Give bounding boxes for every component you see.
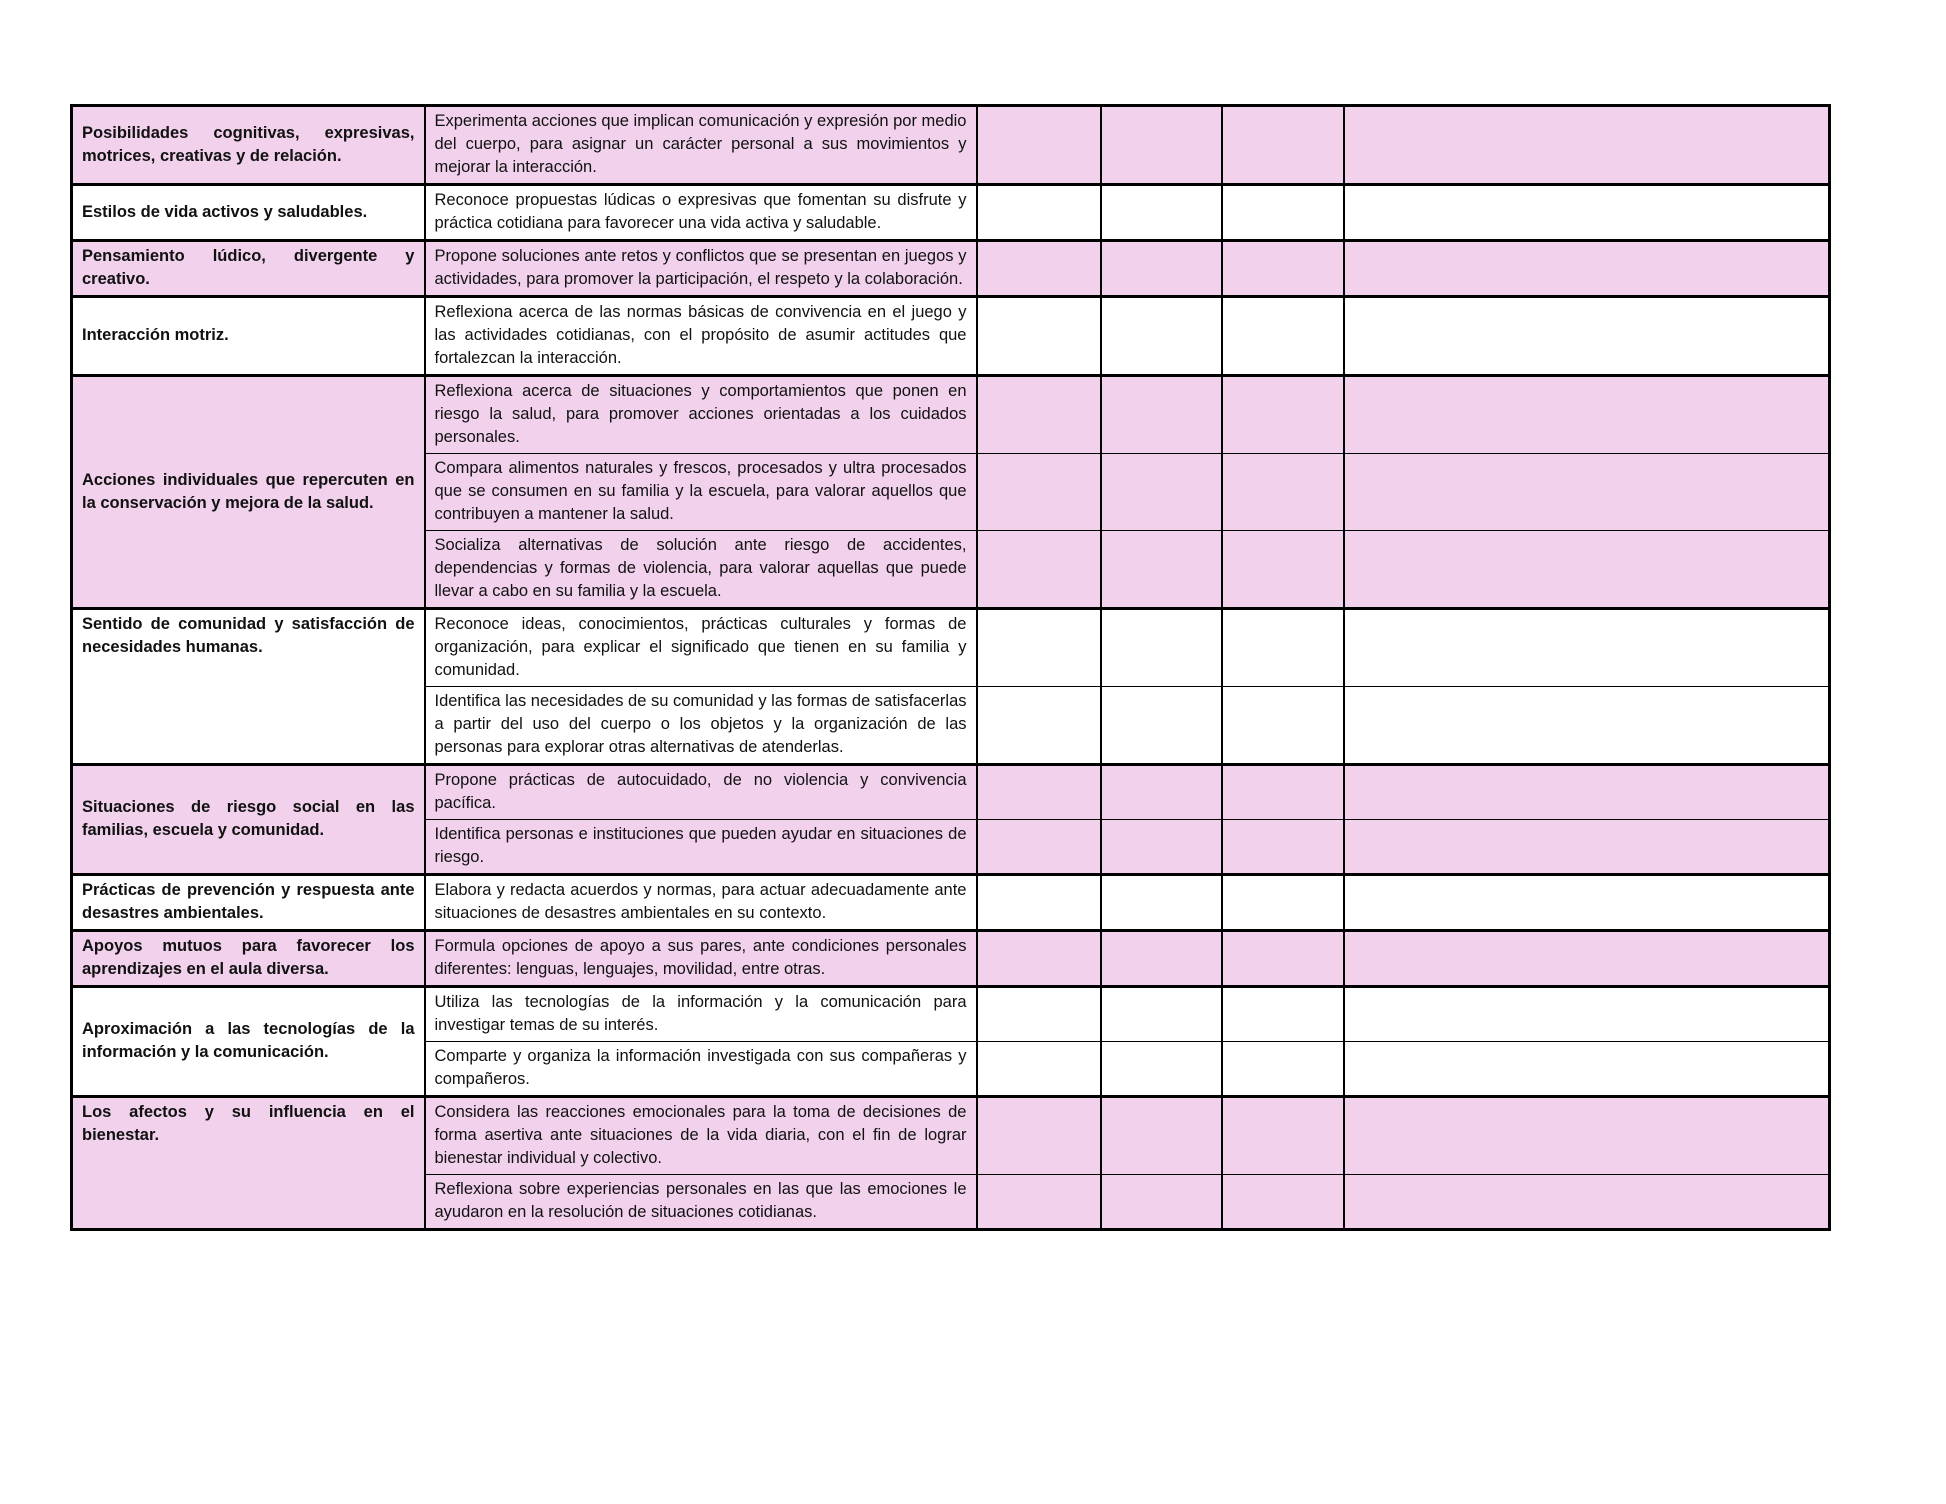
empty-cell-4 xyxy=(1344,241,1830,297)
table-row xyxy=(72,185,1830,241)
empty-cell-2 xyxy=(1101,609,1222,687)
content-cell: Los afectos y su influencia en el bienestar. xyxy=(72,1097,425,1230)
pda-cell: Socializa alternativas de solución ante riesgo de accidentes, dependencias y formas de violencia, para valorar aquellas que puede llevar a cabo en su familia y la escuela. xyxy=(425,531,977,609)
empty-cell-1 xyxy=(977,1175,1101,1230)
pda-cell: Identifica las necesidades de su comunidad y las formas de satisfacerlas a partir del uso del cuerpo o los objetos y la organización de las personas para explorar otras alternativas de atenderlas. xyxy=(425,687,977,765)
empty-cell-1 xyxy=(977,875,1101,931)
empty-cell-2 xyxy=(1101,106,1222,185)
empty-cell-4 xyxy=(1344,765,1830,820)
table-row xyxy=(72,376,1830,454)
content-cell: Sentido de comunidad y satisfacción de necesidades humanas. xyxy=(72,609,425,765)
empty-cell-3 xyxy=(1222,875,1344,931)
content-cell: Interacción motriz. xyxy=(72,297,425,376)
pda-cell: Formula opciones de apoyo a sus pares, ante condiciones personales diferentes: lenguas, lenguajes, movilidad, entre otras. xyxy=(425,931,977,987)
content-cell: Pensamiento lúdico, divergente y creativo. xyxy=(72,241,425,297)
empty-cell-2 xyxy=(1101,820,1222,875)
empty-cell-2 xyxy=(1101,931,1222,987)
empty-cell-4 xyxy=(1344,1097,1830,1175)
table-row xyxy=(72,1097,1830,1175)
curriculum-table xyxy=(70,104,1831,1231)
empty-cell-4 xyxy=(1344,687,1830,765)
empty-cell-2 xyxy=(1101,875,1222,931)
empty-cell-4 xyxy=(1344,376,1830,454)
empty-cell-1 xyxy=(977,185,1101,241)
pda-cell: Propone prácticas de autocuidado, de no violencia y convivencia pacífica. xyxy=(425,765,977,820)
empty-cell-3 xyxy=(1222,106,1344,185)
empty-cell-3 xyxy=(1222,1042,1344,1097)
pda-cell: Utiliza las tecnologías de la información y la comunicación para investigar temas de su interés. xyxy=(425,987,977,1042)
empty-cell-3 xyxy=(1222,820,1344,875)
empty-cell-3 xyxy=(1222,687,1344,765)
empty-cell-2 xyxy=(1101,987,1222,1042)
pda-cell: Comparte y organiza la información investigada con sus compañeras y compañeros. xyxy=(425,1042,977,1097)
empty-cell-1 xyxy=(977,297,1101,376)
empty-cell-3 xyxy=(1222,376,1344,454)
pda-cell: Reflexiona acerca de situaciones y comportamientos que ponen en riesgo la salud, para promover acciones orientadas a los cuidados personales. xyxy=(425,376,977,454)
pda-cell: Reconoce propuestas lúdicas o expresivas que fomentan su disfrute y práctica cotidiana para favorecer una vida activa y saludable. xyxy=(425,185,977,241)
empty-cell-4 xyxy=(1344,1175,1830,1230)
empty-cell-4 xyxy=(1344,1042,1830,1097)
empty-cell-1 xyxy=(977,687,1101,765)
empty-cell-2 xyxy=(1101,1042,1222,1097)
empty-cell-2 xyxy=(1101,297,1222,376)
empty-cell-3 xyxy=(1222,609,1344,687)
empty-cell-4 xyxy=(1344,875,1830,931)
pda-cell: Reflexiona sobre experiencias personales en las que las emociones le ayudaron en la resolución de situaciones cotidianas. xyxy=(425,1175,977,1230)
pda-cell: Identifica personas e instituciones que pueden ayudar en situaciones de riesgo. xyxy=(425,820,977,875)
pda-cell: Compara alimentos naturales y frescos, procesados y ultra procesados que se consumen en su familia y la escuela, para valorar aquellos que contribuyen a mantener la salud. xyxy=(425,454,977,531)
empty-cell-4 xyxy=(1344,185,1830,241)
empty-cell-3 xyxy=(1222,531,1344,609)
content-cell: Situaciones de riesgo social en las familias, escuela y comunidad. xyxy=(72,765,425,875)
empty-cell-4 xyxy=(1344,609,1830,687)
empty-cell-3 xyxy=(1222,765,1344,820)
content-cell: Estilos de vida activos y saludables. xyxy=(72,185,425,241)
empty-cell-2 xyxy=(1101,687,1222,765)
empty-cell-1 xyxy=(977,987,1101,1042)
empty-cell-2 xyxy=(1101,531,1222,609)
empty-cell-2 xyxy=(1101,185,1222,241)
empty-cell-1 xyxy=(977,454,1101,531)
table-row xyxy=(72,987,1830,1042)
pda-cell: Elabora y redacta acuerdos y normas, para actuar adecuadamente ante situaciones de desastres ambientales en su contexto. xyxy=(425,875,977,931)
table-row xyxy=(72,241,1830,297)
empty-cell-1 xyxy=(977,931,1101,987)
empty-cell-3 xyxy=(1222,297,1344,376)
pda-cell: Considera las reacciones emocionales para la toma de decisiones de forma asertiva ante situaciones de la vida diaria, con el fin de lograr bienestar individual y colectivo. xyxy=(425,1097,977,1175)
empty-cell-4 xyxy=(1344,531,1830,609)
empty-cell-2 xyxy=(1101,765,1222,820)
empty-cell-1 xyxy=(977,1042,1101,1097)
pda-cell: Experimenta acciones que implican comunicación y expresión por medio del cuerpo, para asignar un carácter personal a sus movimientos y mejorar la interacción. xyxy=(425,106,977,185)
empty-cell-1 xyxy=(977,1097,1101,1175)
empty-cell-4 xyxy=(1344,931,1830,987)
table-row xyxy=(72,297,1830,376)
empty-cell-1 xyxy=(977,241,1101,297)
empty-cell-2 xyxy=(1101,376,1222,454)
table-row xyxy=(72,875,1830,931)
empty-cell-4 xyxy=(1344,987,1830,1042)
empty-cell-3 xyxy=(1222,1175,1344,1230)
pda-cell: Reflexiona acerca de las normas básicas de convivencia en el juego y las actividades cotidianas, con el propósito de asumir actitudes que fortalezcan la interacción. xyxy=(425,297,977,376)
empty-cell-2 xyxy=(1101,241,1222,297)
empty-cell-4 xyxy=(1344,106,1830,185)
pda-cell: Reconoce ideas, conocimientos, prácticas culturales y formas de organización, para explicar el significado que tienen en su familia y comunidad. xyxy=(425,609,977,687)
empty-cell-3 xyxy=(1222,185,1344,241)
empty-cell-3 xyxy=(1222,987,1344,1042)
pda-cell: Propone soluciones ante retos y conflictos que se presentan en juegos y actividades, para promover la participación, el respeto y la colaboración. xyxy=(425,241,977,297)
empty-cell-1 xyxy=(977,106,1101,185)
empty-cell-1 xyxy=(977,765,1101,820)
content-cell: Posibilidades cognitivas, expresivas, motrices, creativas y de relación. xyxy=(72,106,425,185)
table-row xyxy=(72,106,1830,185)
empty-cell-4 xyxy=(1344,820,1830,875)
table-row xyxy=(72,931,1830,987)
empty-cell-3 xyxy=(1222,1097,1344,1175)
empty-cell-3 xyxy=(1222,931,1344,987)
empty-cell-4 xyxy=(1344,454,1830,531)
empty-cell-1 xyxy=(977,609,1101,687)
empty-cell-1 xyxy=(977,376,1101,454)
empty-cell-3 xyxy=(1222,241,1344,297)
empty-cell-1 xyxy=(977,820,1101,875)
empty-cell-1 xyxy=(977,531,1101,609)
empty-cell-2 xyxy=(1101,1175,1222,1230)
content-cell: Prácticas de prevención y respuesta ante desastres ambientales. xyxy=(72,875,425,931)
empty-cell-2 xyxy=(1101,1097,1222,1175)
table-row xyxy=(72,765,1830,820)
empty-cell-4 xyxy=(1344,297,1830,376)
empty-cell-2 xyxy=(1101,454,1222,531)
content-cell: Acciones individuales que repercuten en la conservación y mejora de la salud. xyxy=(72,376,425,609)
content-cell: Aproximación a las tecnologías de la información y la comunicación. xyxy=(72,987,425,1097)
table-row xyxy=(72,609,1830,687)
empty-cell-3 xyxy=(1222,454,1344,531)
content-cell: Apoyos mutuos para favorecer los aprendizajes en el aula diversa. xyxy=(72,931,425,987)
